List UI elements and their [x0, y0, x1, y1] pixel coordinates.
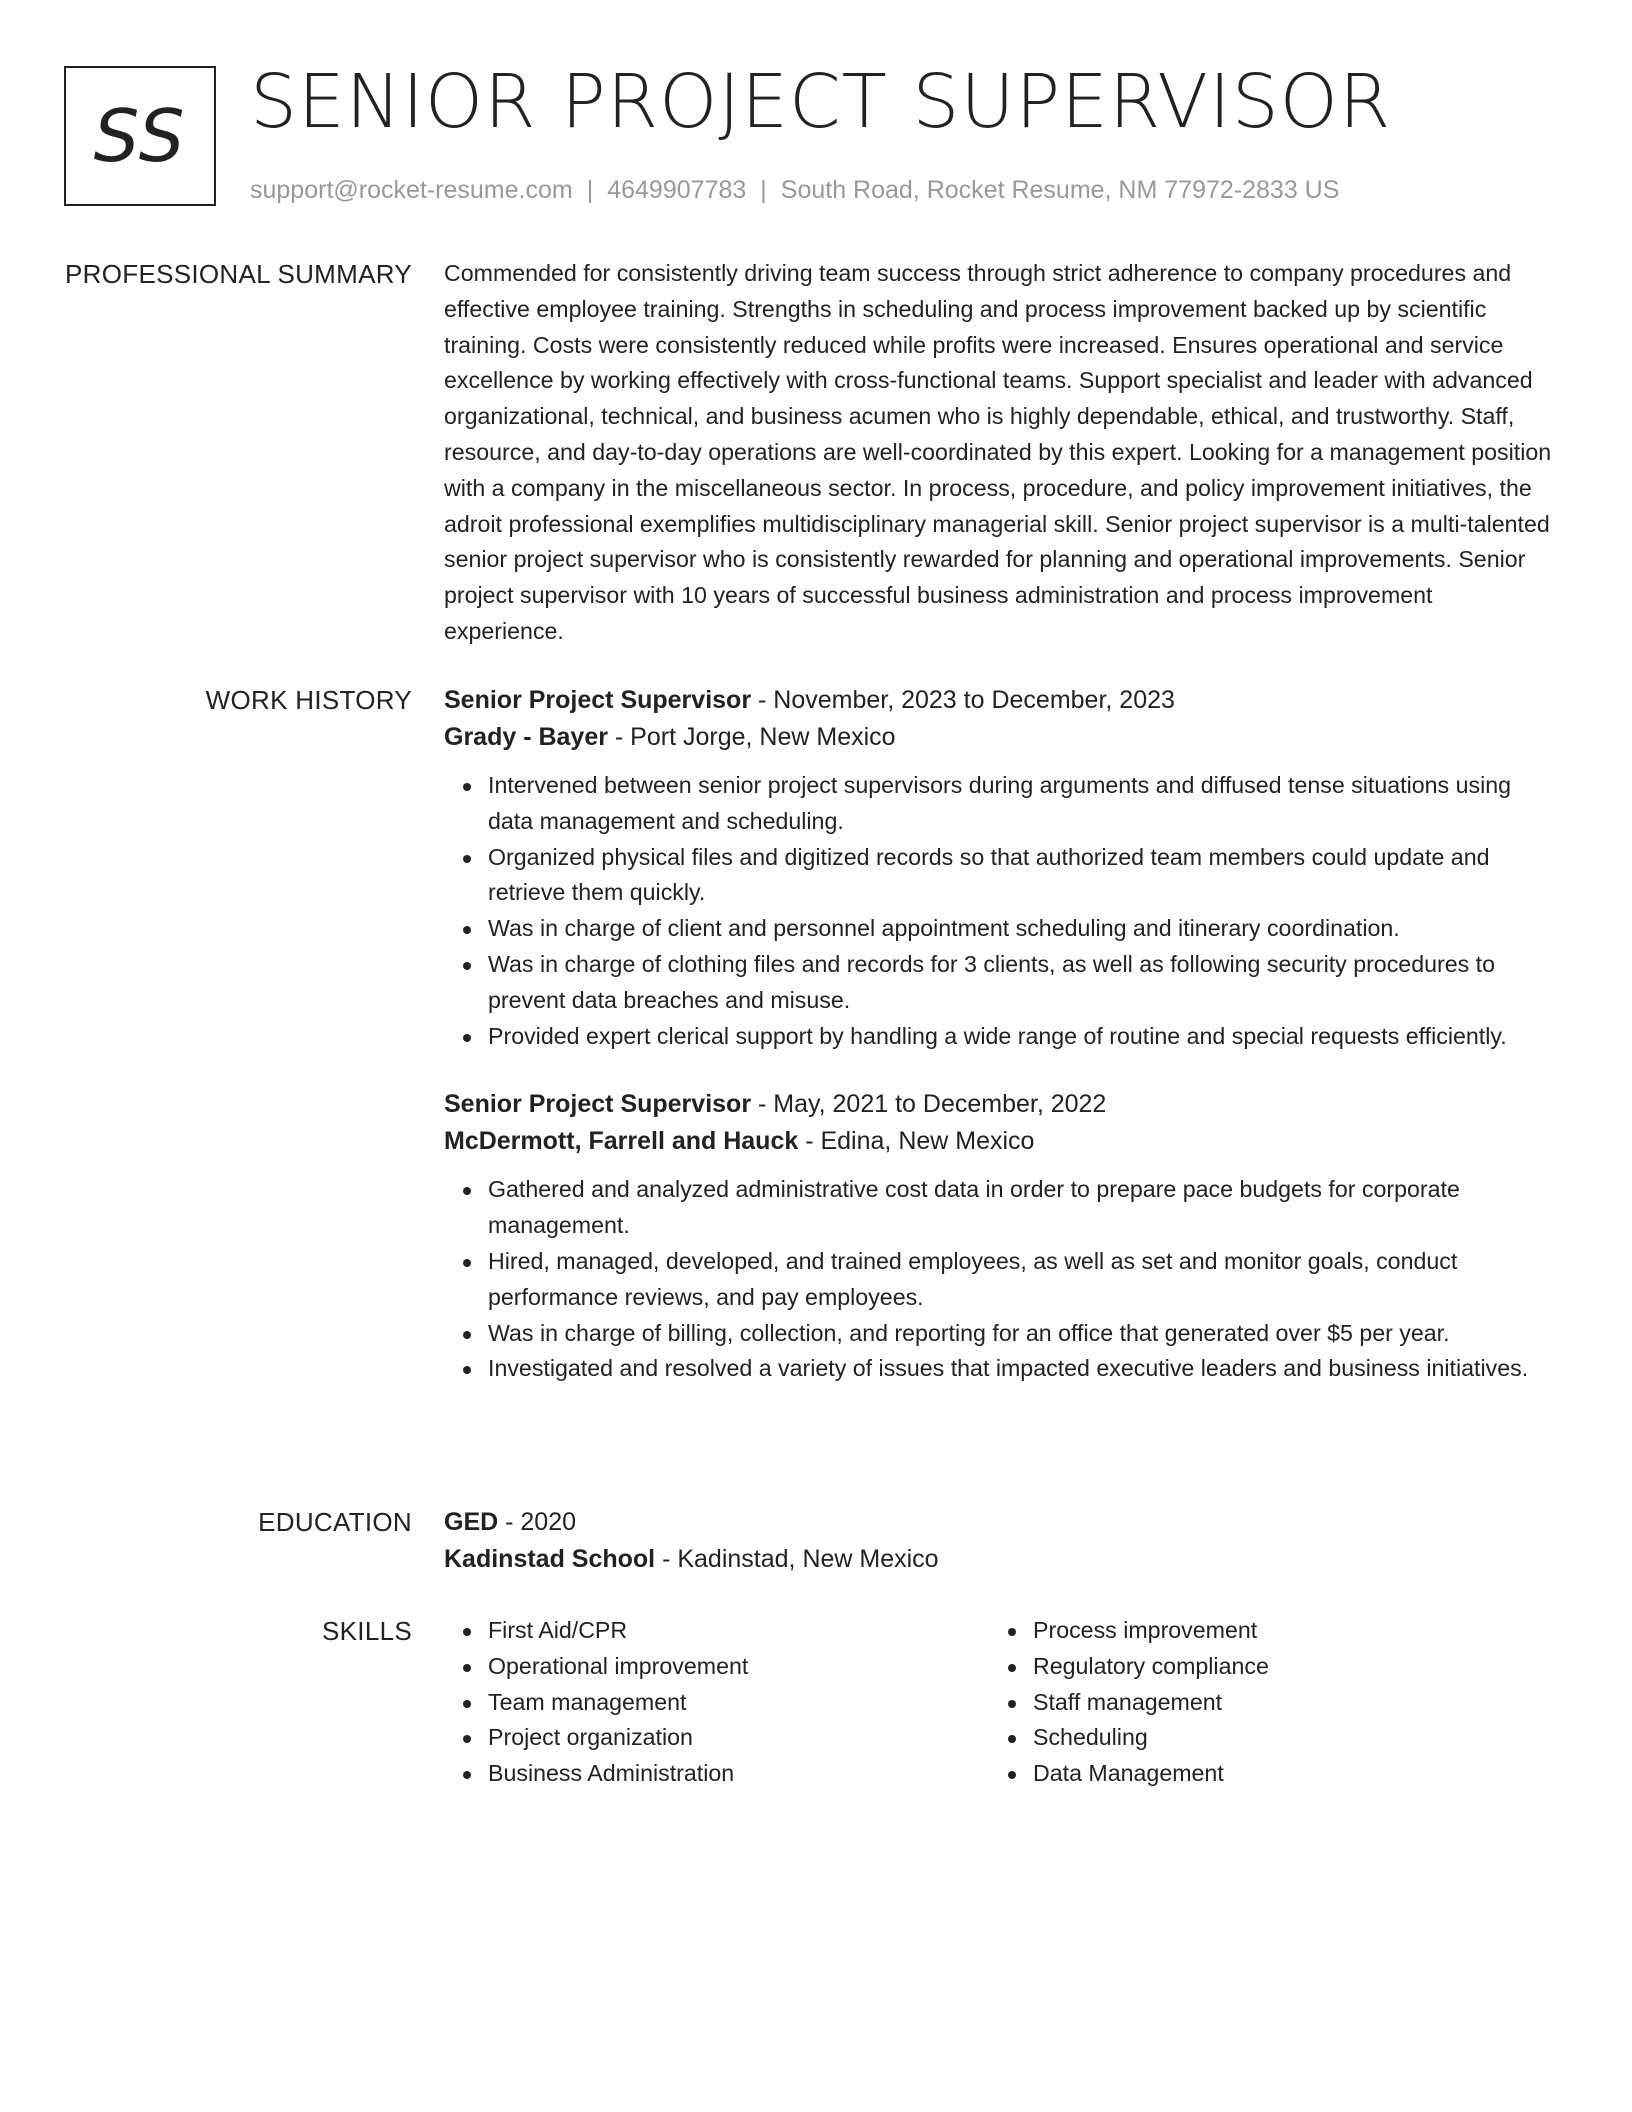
job-bullet: Gathered and analyzed administrative cost data in order to prepare pace budgets for corporate management. — [488, 1172, 1554, 1244]
job-title-line — [444, 682, 1554, 719]
skills-list-left — [444, 1613, 989, 1792]
job-location: - Edina, New Mexico — [798, 1127, 1035, 1156]
education-location: - Kadinstad, New Mexico — [655, 1545, 939, 1573]
job-bullets — [444, 1172, 1554, 1387]
job-role: Senior Project Supervisor — [444, 686, 752, 714]
work-history-body — [444, 682, 1554, 1387]
skill-item: Staff management — [1033, 1685, 1534, 1721]
skills-list-right — [989, 1613, 1534, 1792]
education-body — [444, 1504, 1554, 1578]
job-company-line — [444, 719, 1554, 756]
page-title: SENIOR PROJECT SUPERVISOR — [250, 59, 1392, 145]
job-bullet: Investigated and resolved a variety of issues that impacted executive leaders and business initiatives. — [488, 1351, 1554, 1387]
skill-item: Data Management — [1033, 1756, 1534, 1792]
contact-email[interactable]: support@rocket-resume.com — [250, 176, 573, 204]
job-bullet: Was in charge of clothing files and records for 3 clients, as well as following security procedures to prevent data breaches and misuse. — [488, 947, 1554, 1019]
job-title-line — [444, 1086, 1554, 1123]
job-role: Senior Project Supervisor — [444, 1090, 752, 1119]
summary-text: Commended for consistently driving team success through strict adherence to company procedures and effective employee training. Strengths in scheduling and process improvement backed up by scientific training. Costs were consistently reduced while profits were increased. Ensures operational and service excellence by working effectively with cross-functional teams. Support specialist and leader with advanced organizational, technical, and business acumen who is highly dependable, ethical, and trustworthy. Staff, resource, and day-to-day operations are well-coordinated by this expert. Looking for a management position with a company in the miscellaneous sector. In process, procedure, and policy improvement initiatives, the adroit professional exemplifies multidisciplinary managerial skill. Senior project supervisor is a multi-talented senior project supervisor who is consistently rewarded for planning and operational improvements. Senior project supervisor with 10 years of successful business administration and process improvement experience. — [444, 260, 1552, 644]
job-dates: - November, 2023 to December, 2023 — [751, 686, 1175, 714]
job-bullet: Hired, managed, developed, and trained employees, as well as set and monitor goals, conduct performance reviews, and pay employees. — [488, 1244, 1554, 1316]
education-degree: GED — [444, 1508, 499, 1536]
job-company-line — [444, 1123, 1554, 1160]
education-year: - 2020 — [498, 1508, 577, 1536]
section-title-summary: PROFESSIONAL SUMMARY — [65, 259, 412, 289]
job-location: - Port Jorge, New Mexico — [607, 723, 896, 751]
summary-body — [444, 256, 1554, 650]
job-bullet: Was in charge of billing, collection, and reporting for an office that generated over $5 per year. — [488, 1316, 1554, 1352]
job-bullet: Intervened between senior project supervisors during arguments and diffused tense situations using data management and scheduling. — [488, 768, 1554, 840]
job-dates: - May, 2021 to December, 2022 — [751, 1090, 1107, 1119]
contact-separator: | — [760, 176, 767, 204]
skill-item: First Aid/CPR — [488, 1613, 989, 1649]
contact-separator: | — [586, 176, 594, 204]
job-bullet: Organized physical files and digitized records so that authorized team members could update and retrieve them quickly. — [488, 840, 1554, 912]
skill-item: Operational improvement — [488, 1649, 989, 1685]
skill-item: Regulatory compliance — [1033, 1649, 1534, 1685]
job-entry — [444, 1086, 1554, 1387]
skills-columns — [444, 1613, 1554, 1792]
skill-item: Scheduling — [1033, 1720, 1534, 1756]
monogram-box — [64, 66, 216, 206]
skill-item: Business Administration — [488, 1756, 989, 1792]
contact-address: South Road, Rocket Resume, NM 77972-2833 US — [780, 176, 1340, 204]
education-degree-line — [444, 1504, 1554, 1541]
education-school: Kadinstad School — [444, 1545, 656, 1573]
job-entry — [444, 682, 1554, 1054]
job-bullet: Was in charge of client and personnel appointment scheduling and itinerary coordination. — [488, 911, 1554, 947]
job-bullets — [444, 768, 1554, 1054]
skill-item: Project organization — [488, 1720, 989, 1756]
job-bullet: Provided expert clerical support by handling a wide range of routine and special requests efficiently. — [488, 1019, 1554, 1055]
monogram-initials: SS — [93, 94, 187, 178]
contact-phone[interactable]: 4649907783 — [607, 176, 747, 204]
section-title-work-history: WORK HISTORY — [205, 685, 412, 715]
job-company: Grady - Bayer — [444, 723, 608, 751]
skill-item: Process improvement — [1033, 1613, 1534, 1649]
skill-item: Team management — [488, 1685, 989, 1721]
job-company: McDermott, Farrell and Hauck — [444, 1127, 799, 1156]
section-title-skills: SKILLS — [322, 1616, 412, 1646]
skills-body — [444, 1613, 1554, 1792]
section-title-education: EDUCATION — [258, 1507, 412, 1537]
contact-line — [250, 172, 1339, 208]
education-school-line — [444, 1541, 1554, 1578]
